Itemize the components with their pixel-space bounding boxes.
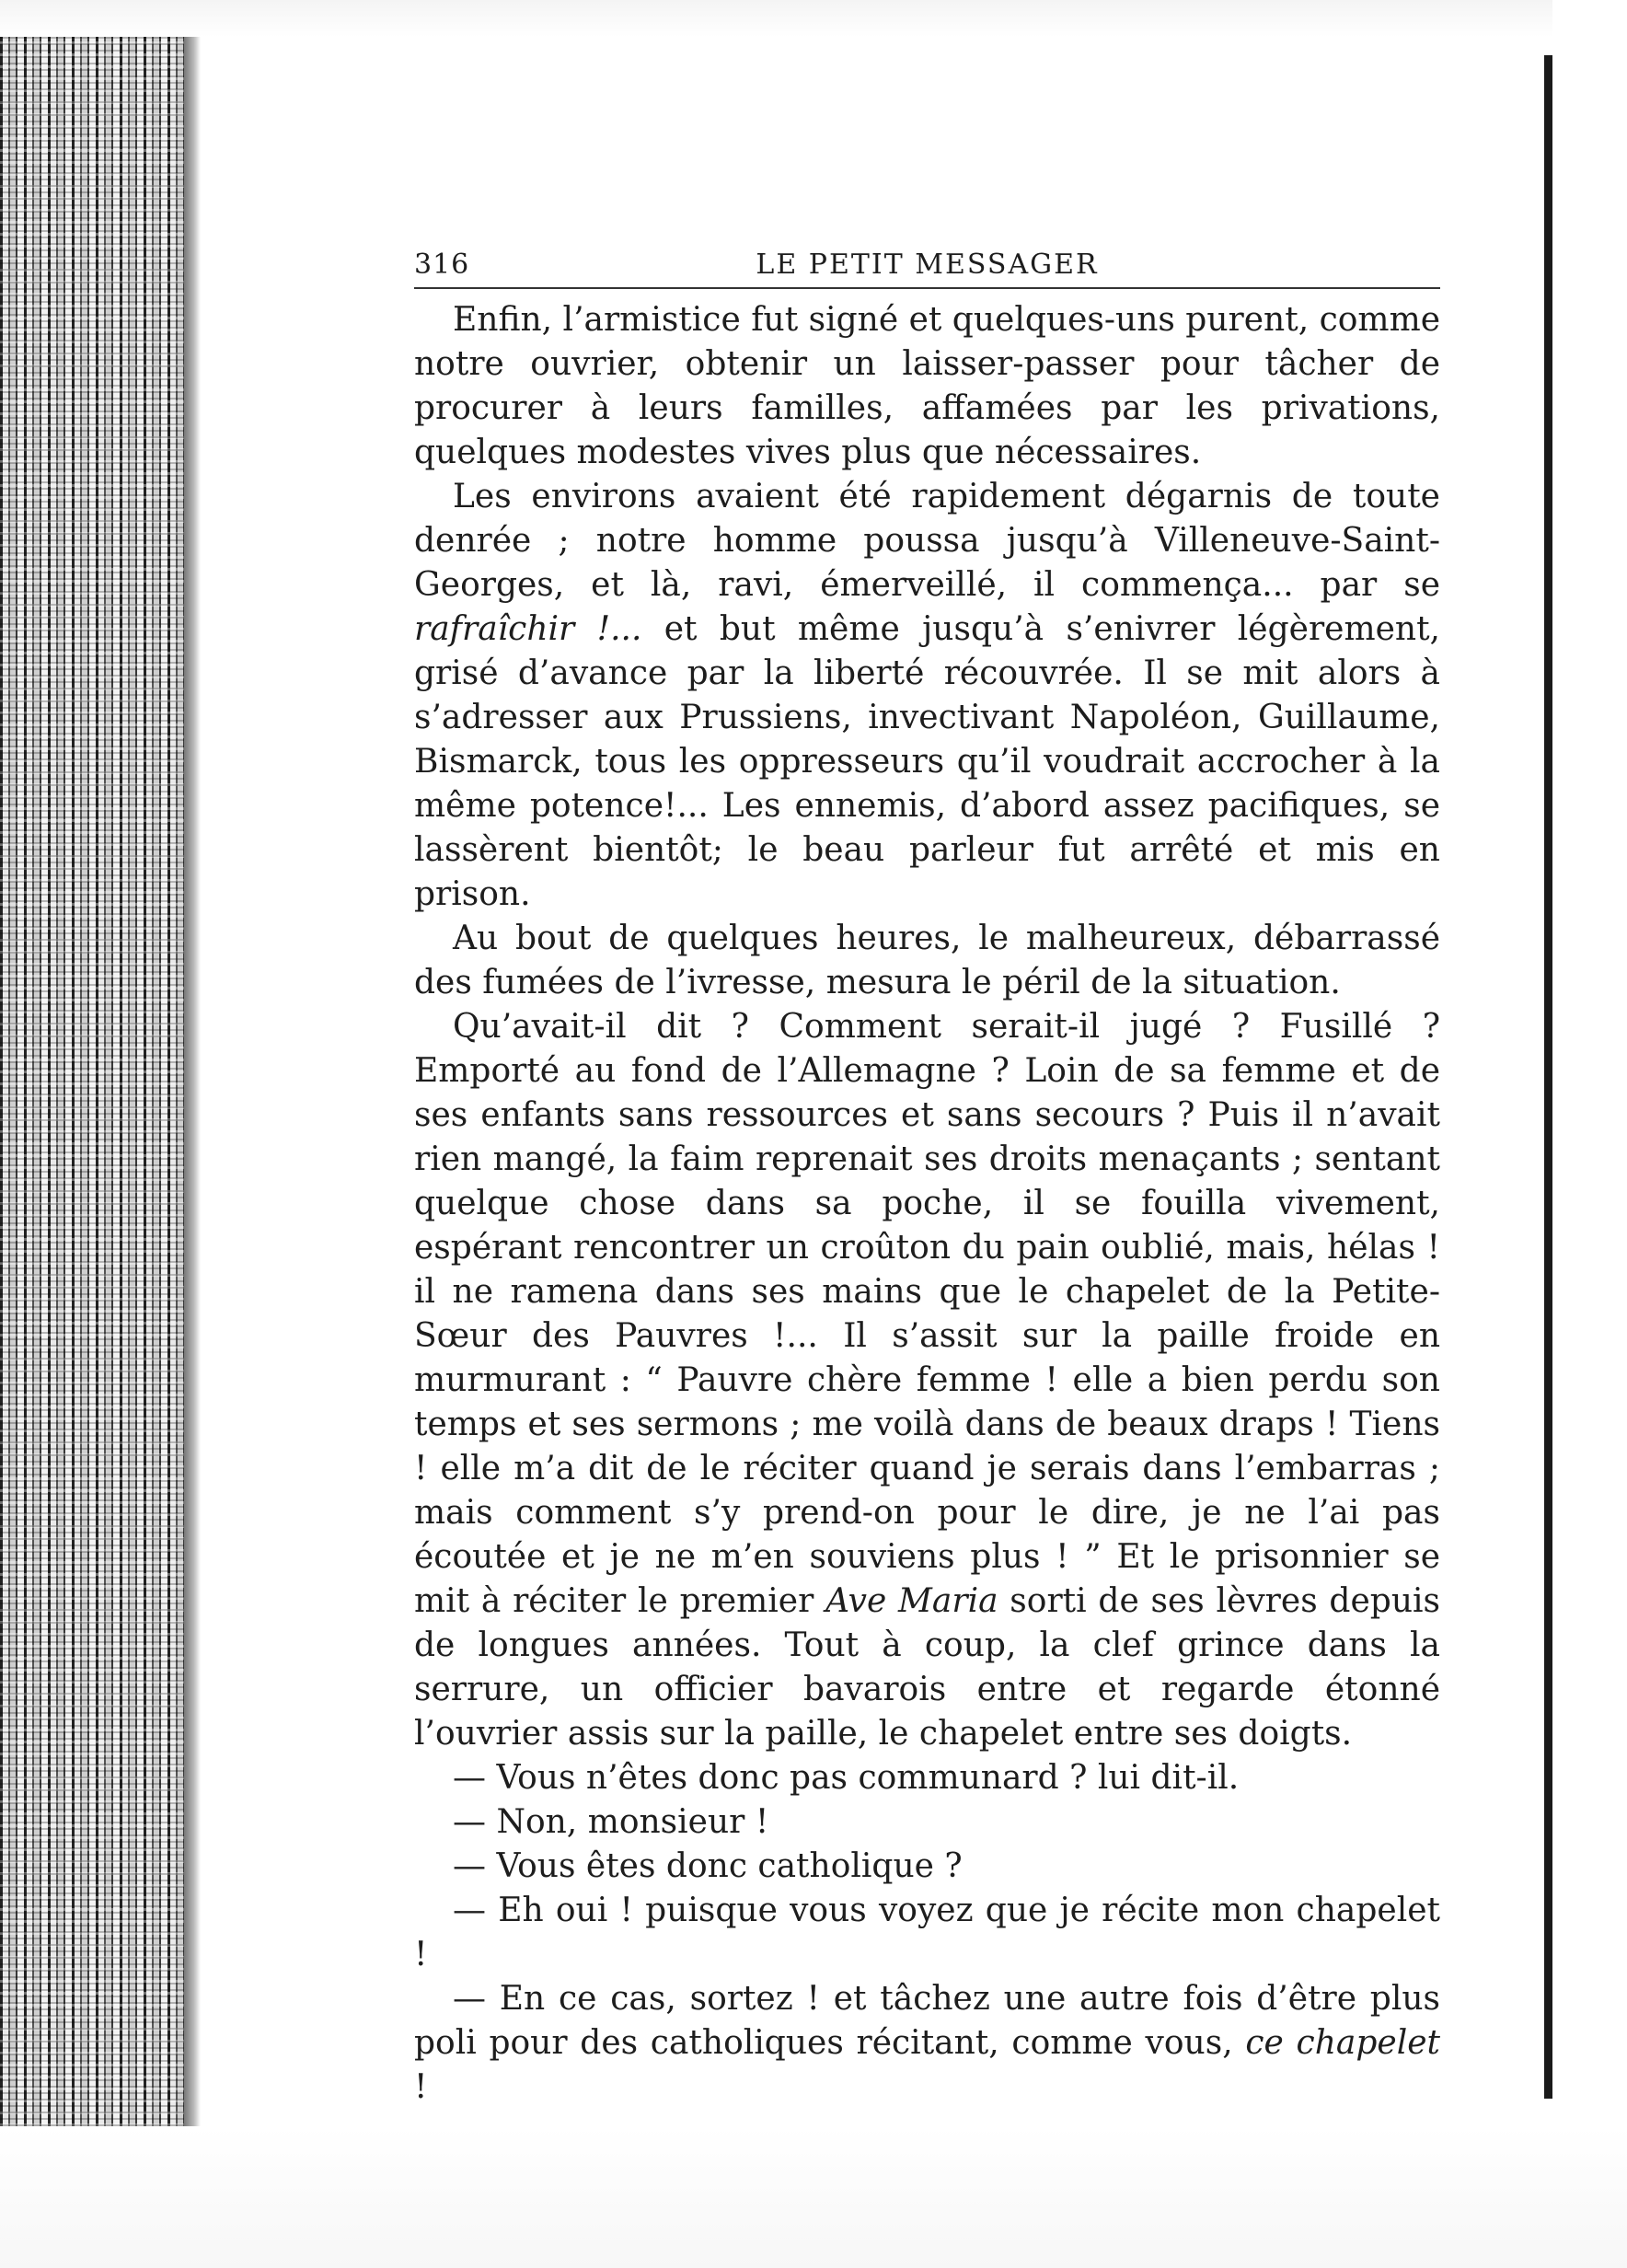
paragraph-2-text-b: et but même jusqu’à s’enivrer légèrement, grisé d’avance par la liberté récouvrée. Il se mit alors à s’adresser aux Prussiens, invectivant Napoléon, Guillaume, Bismarck, tous les oppresseurs qu’il voudrait accrocher à la même potence!... Les ennemis, d’abord assez pacifiques, se lassèrent bientôt; le beau parleur fut arrêté et mis en prison. bbox=[414, 610, 1441, 913]
right-margin bbox=[1552, 0, 1627, 2268]
dialogue-line-4: — Eh oui ! puisque vous voyez que je récite mon chapelet ! bbox=[414, 1892, 1440, 1973]
page-number: 316 bbox=[414, 249, 470, 281]
dialogue-line-5-italic: ce chapelet bbox=[1245, 2024, 1440, 2062]
dialogue-line-3: — Vous êtes donc catholique ? bbox=[453, 1847, 963, 1885]
dialogue-line-1: — Vous n’êtes donc pas communard ? lui dit-il. bbox=[453, 1759, 1240, 1797]
right-page-edge bbox=[1544, 55, 1552, 2099]
paragraph-2-text-a: Les environs avaient été rapidement dégarnis de toute denrée ; notre homme poussa jusqu’à Villeneuve-Saint-Georges, et là, ravi, émerveillé, il commença... par se bbox=[414, 478, 1440, 604]
page-header bbox=[414, 241, 1440, 289]
paragraph-4 bbox=[414, 1005, 1440, 1756]
paragraph-4-text-b: sorti de ses lèvres depuis de longues années. Tout à coup, la clef grince dans la serrure, un officier bavarois entre et regarde étonné l’ouvrier assis sur la paille, le chapelet entre ses doigts. bbox=[414, 1582, 1440, 1753]
top-edge bbox=[0, 0, 1627, 37]
printed-page bbox=[414, 241, 1440, 2110]
page-body bbox=[414, 298, 1440, 2110]
page-edges bbox=[0, 37, 198, 2126]
page-edges-texture bbox=[0, 37, 198, 2126]
paragraph-4-text-a: Qu’avait-il dit ? Comment serait-il jugé ? Fusillé ? Emporté au fond de l’Allemagne ? Loin de sa femme et de ses enfants sans ressources et sans secours ? Puis il n’avait rien mangé, la faim reprenait ses droits menaçants ; sentant quelque chose dans sa poche, il se fouilla vivement, espérant rencontrer un croûton du pain oublié, mais, hélas ! il ne ramena dans ses mains que le chapelet de la Petite-Sœur des Pauvres !... Il s’assit sur la paille froide en murmurant : “ Pauvre chère femme ! elle a bien perdu son temps et ses sermons ; me voilà dans de beaux draps ! Tiens ! elle m’a dit de le réciter quand je serais dans l’embarras ; mais comment s’y prend-on pour le dire, je ne l’ai pas écoutée et je ne m’en souviens plus ! ” Et le prisonnier se mit à réciter le premier bbox=[414, 1008, 1440, 1620]
dialogue-line-2: — Non, monsieur ! bbox=[453, 1803, 769, 1841]
paragraph-2-italic: rafraîchir !... bbox=[414, 610, 642, 648]
dialogue-line-5 bbox=[414, 1977, 1440, 2110]
bottom-margin bbox=[0, 2126, 1627, 2268]
running-title: LE PETIT MESSAGER bbox=[756, 249, 1099, 281]
paragraph-3: Au bout de quelques heures, le malheureux, débarrassé des fumées de l’ivresse, mesura le péril de la situation. bbox=[414, 920, 1440, 1001]
paragraph-1: Enfin, l’armistice fut signé et quelques-uns purent, comme notre ouvrier, obtenir un laisser-passer pour tâcher de procurer à leurs familles, affamées par les privations, quelques modestes vives plus que nécessaires. bbox=[414, 301, 1441, 471]
dialogue-line-5-text-b: ! bbox=[414, 2068, 428, 2106]
paragraph-4-italic: Ave Maria bbox=[825, 1582, 998, 1620]
gutter-shadow bbox=[184, 37, 201, 2126]
header-rule bbox=[414, 287, 1440, 289]
paragraph-2 bbox=[414, 475, 1440, 917]
dialogue-line-5-text-a: — En ce cas, sortez ! et tâchez une autre fois d’être plus poli pour des catholiques récitant, comme vous, bbox=[414, 1980, 1440, 2062]
